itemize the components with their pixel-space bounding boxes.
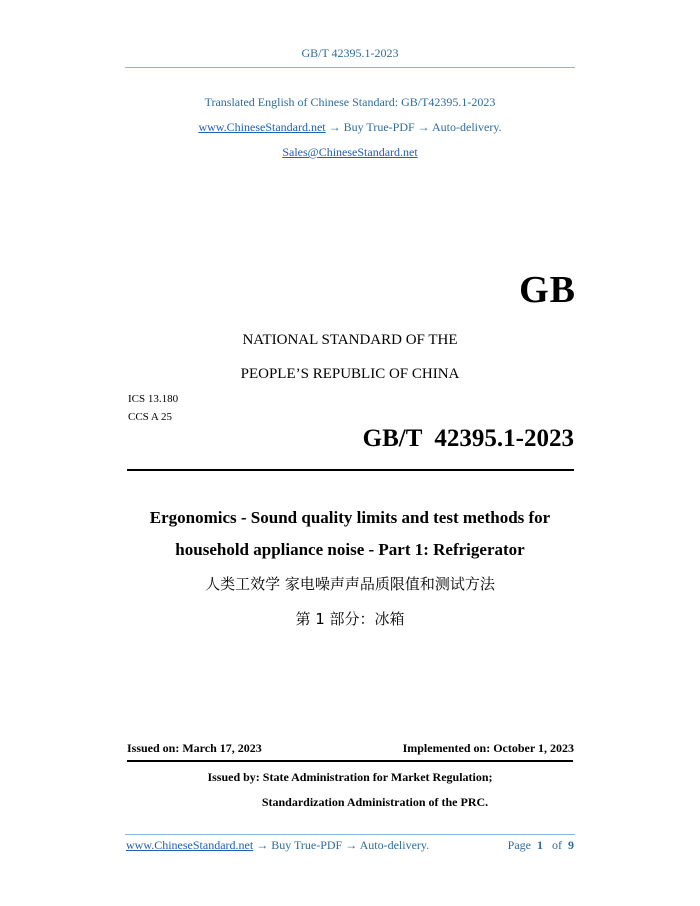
- standard-number: GB/T 42395.1-2023: [362, 425, 574, 452]
- promo-line: [0, 120, 700, 135]
- header-divider: [125, 67, 575, 68]
- arrow-right-icon: →: [345, 838, 358, 852]
- title-chinese-line-1: 人类工效学 家电噪声声品质限值和测试方法: [205, 575, 495, 593]
- national-standard-line-2: PEOPLE’S REPUBLIC OF CHINA: [240, 366, 460, 382]
- ccs-code: CCS A 25: [128, 411, 173, 423]
- ics-code: ICS 13.180: [128, 393, 179, 405]
- page-current: 1: [537, 838, 543, 852]
- title-english-line-1: Ergonomics - Sound quality limits and test methods for: [149, 508, 551, 527]
- issued-by-line-2: Standardization Administration of the PRC.: [261, 795, 489, 809]
- footer-site-link[interactable]: www.ChineseStandard.net: [126, 838, 254, 852]
- issued-on-date: Issued on: March 17, 2023: [127, 741, 262, 755]
- national-standard-line-1: NATIONAL STANDARD OF THE: [242, 332, 458, 348]
- page-label: Page: [507, 838, 531, 852]
- dates-divider: [127, 760, 573, 762]
- page-of-label: of: [552, 838, 562, 852]
- arrow-right-icon: →: [417, 120, 430, 134]
- translation-notice: Translated English of Chinese Standard: GB/T42395.1-2023: [204, 95, 496, 109]
- footer-divider: [125, 834, 575, 835]
- footer-buy-pdf-text: Buy True-PDF: [271, 838, 343, 852]
- issued-by-line-1: Issued by: State Administration for Market Regulation;: [207, 770, 493, 784]
- page-total: 9: [568, 838, 574, 852]
- title-chinese-line-2: 第 1 部分：冰箱: [295, 610, 405, 628]
- page-indicator: [508, 838, 574, 853]
- gb-logo-mark: GB: [519, 269, 576, 311]
- footer-promo: [126, 838, 429, 853]
- arrow-right-icon: →: [328, 120, 341, 134]
- title-divider: [127, 469, 574, 471]
- title-english-line-2: household appliance noise - Part 1: Refrigerator: [175, 540, 525, 559]
- auto-delivery-text: Auto-delivery.: [432, 120, 502, 134]
- footer-auto-delivery-text: Auto-delivery.: [359, 838, 430, 852]
- email-line: [0, 145, 700, 160]
- site-link[interactable]: www.ChineseStandard.net: [198, 120, 326, 134]
- implemented-on-date: Implemented on: October 1, 2023: [402, 741, 574, 755]
- sales-email-link[interactable]: Sales@ChineseStandard.net: [282, 145, 418, 159]
- arrow-right-icon: →: [256, 838, 269, 852]
- buy-pdf-text: Buy True-PDF: [343, 120, 415, 134]
- header-standard-ref: GB/T 42395.1-2023: [301, 46, 399, 60]
